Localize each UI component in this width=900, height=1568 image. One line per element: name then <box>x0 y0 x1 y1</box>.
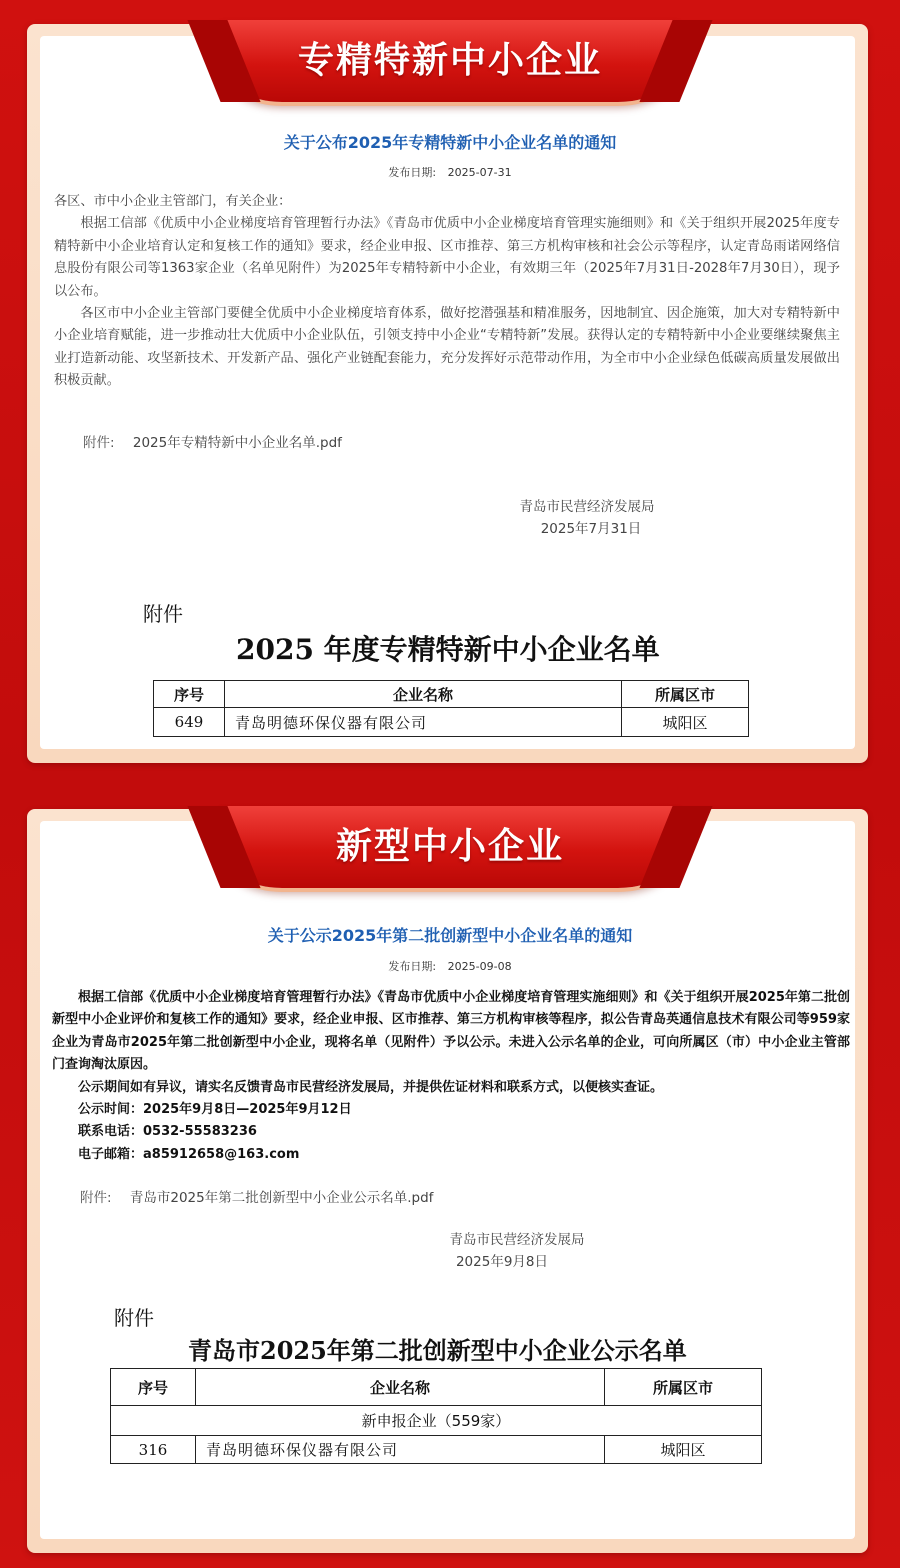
table-group-row <box>111 1406 762 1436</box>
attachment-line <box>83 431 342 451</box>
attachment-label: 附件: <box>83 435 115 451</box>
table-row <box>111 1436 762 1464</box>
salutation: 各区、市中小企业主管部门，有关企业： <box>54 194 292 209</box>
signature-date: 2025年7月31日 <box>540 521 642 537</box>
signature-org: 青岛市民营经济发展局 <box>449 1232 585 1248</box>
signature-date: 2025年9月8日 <box>455 1254 549 1270</box>
notice-title[interactable]: 关于公示2025年第二批创新型中小企业名单的通知 <box>267 926 633 945</box>
publish-date-value: 2025-09-08 <box>447 960 512 973</box>
attachment-heading: 附件 <box>114 1306 154 1330</box>
cell-name: 青岛明德环保仪器有限公司 <box>196 1436 605 1464</box>
attachment-line <box>80 1186 433 1206</box>
col-header-name: 企业名称 <box>196 1369 605 1406</box>
col-header-index: 序号 <box>154 681 225 708</box>
zhuanjing-banner <box>222 20 678 102</box>
attachment-link[interactable]: 2025年专精特新中小企业名单.pdf <box>132 435 342 451</box>
publish-date <box>0 958 900 974</box>
publish-date-value: 2025-07-31 <box>447 166 512 179</box>
publish-date-label: 发布日期: <box>388 960 437 973</box>
cell-group: 新申报企业（559家） <box>111 1406 762 1436</box>
attachment-label: 附件: <box>80 1190 112 1206</box>
signature-block <box>442 1229 592 1273</box>
cell-name: 青岛明德环保仪器有限公司 <box>225 708 622 737</box>
enterprise-table <box>153 680 749 737</box>
cell-district: 城阳区 <box>605 1436 762 1464</box>
banner-title: 专精特新中小企业 <box>297 40 602 81</box>
enterprise-table <box>110 1368 762 1464</box>
notice-body <box>52 987 850 1166</box>
body-paragraph: 公示期间如有异议，请实名反馈青岛市民营经济发展局，并提供佐证材料和联系方式，以便核实查证。 <box>78 1079 664 1095</box>
list-title: 2025 年度专精特新中小企业名单 <box>236 633 660 666</box>
publicity-time: 公示时间：2025年9月8日—2025年9月12日 <box>78 1102 352 1118</box>
cell-index: 649 <box>154 708 225 737</box>
col-header-index: 序号 <box>111 1369 196 1406</box>
banner-title: 新型中小企业 <box>335 826 564 867</box>
attachment-heading: 附件 <box>143 602 183 626</box>
table-row <box>154 708 749 737</box>
col-header-district: 所属区市 <box>622 681 749 708</box>
list-title: 青岛市2025年第二批创新型中小企业公示名单 <box>188 1336 687 1365</box>
contact-phone: 联系电话：0532-55583236 <box>78 1124 257 1140</box>
col-header-name: 企业名称 <box>225 681 622 708</box>
publish-date <box>0 164 900 180</box>
attachment-link[interactable]: 青岛市2025年第二批创新型中小企业公示名单.pdf <box>129 1190 434 1206</box>
body-paragraph: 各区市中小企业主管部门要健全优质中小企业梯度培育体系，做好挖潜强基和精准服务，因地制宜、因企施策，加大对专精特新中小企业培育赋能，进一步推动壮大优质中小企业队伍，引领支持中小企业“专精特新”发展。获得认定的专精特新中小企业要继续聚焦主业打造新动能、攻坚新技术、开发新产品、强化产业链配套能力，充分发挥好示范带动作用，为全市中小企业绿色低碳高质量发展做出积极贡献。 <box>54 306 840 389</box>
cell-district: 城阳区 <box>622 708 749 737</box>
publish-date-label: 发布日期: <box>388 166 437 179</box>
signature-block <box>512 496 662 540</box>
notice-title[interactable]: 关于公布2025年专精特新中小企业名单的通知 <box>283 133 617 152</box>
body-paragraph: 根据工信部《优质中小企业梯度培育管理暂行办法》《青岛市优质中小企业梯度培育管理实施细则》和《关于组织开展2025年度专精特新中小企业培育认定和复核工作的通知》要求，经企业申报、区市推荐、第三方机构审核和社会公示等程序，认定青岛雨诺网络信息股份有限公司等1363家企业（名单见附件）为2025年专精特新中小企业，有效期三年（2025年7月31日-2028年7月30日），现予以公布。 <box>54 216 840 299</box>
col-header-district: 所属区市 <box>605 1369 762 1406</box>
notice-body <box>54 191 840 393</box>
cell-index: 316 <box>111 1436 196 1464</box>
signature-org: 青岛市民营经济发展局 <box>519 499 655 515</box>
contact-email: 电子邮箱：a85912658@163.com <box>78 1146 300 1162</box>
chuangxin-banner <box>222 806 678 888</box>
body-paragraph: 根据工信部《优质中小企业梯度培育管理暂行办法》《青岛市优质中小企业梯度培育管理实施细则》和《关于组织开展2025年第二批创新型中小企业评价和复核工作的通知》要求，经企业申报、区市推荐、第三方机构审核等程序，拟公告青岛英通信息技术有限公司等959家企业为青岛市2025年第二批创新型中小企业，现将名单（见附件）予以公示。未进入公示名单的企业，可向所属区（市）中小企业主管部门查询淘汰原因。 <box>52 990 850 1073</box>
